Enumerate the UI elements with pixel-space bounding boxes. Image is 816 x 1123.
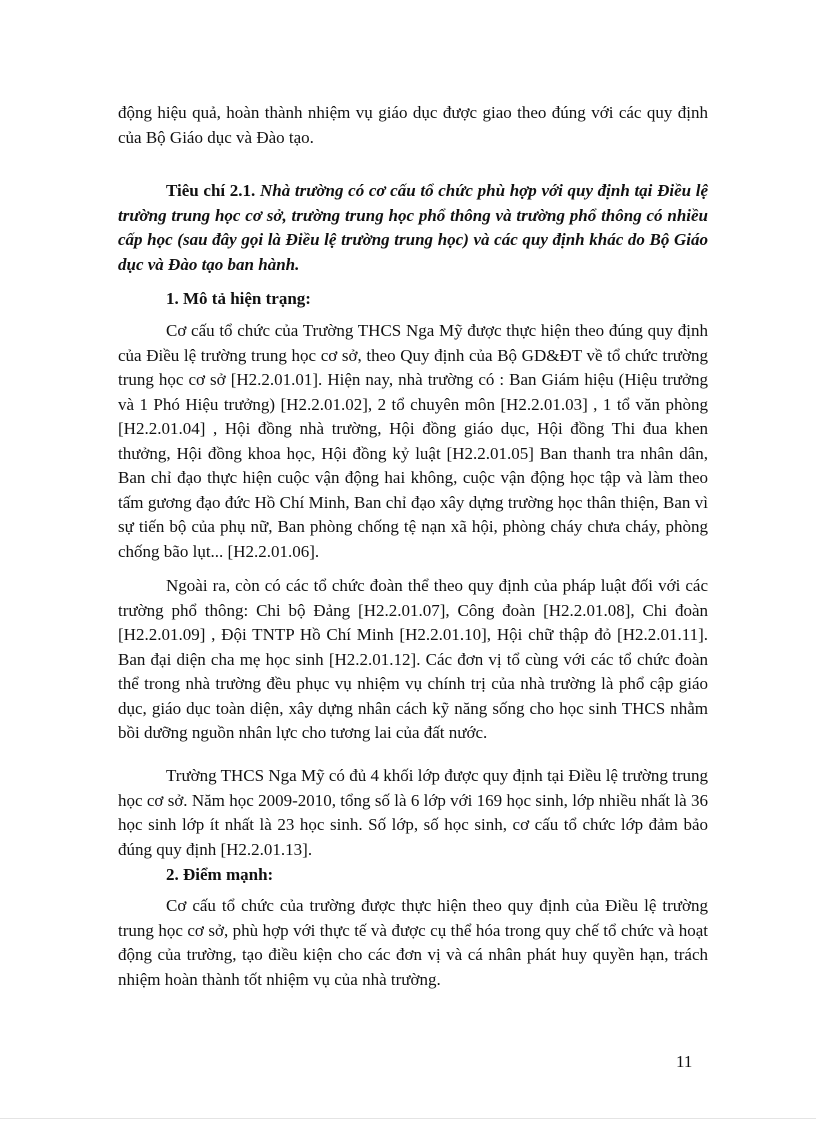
criterion-statement <box>118 179 708 277</box>
section1-paragraph-2-block <box>118 574 708 746</box>
intro-paragraph-block <box>118 101 708 150</box>
section1-paragraph: Trường THCS Nga Mỹ có đủ 4 khối lớp được quy định tại Điều lệ trường trung học cơ sở. Năm học 2009-2010, tổng số là 6 lớp với 169 học sinh, lớp nhiều nhất là 36 học sinh lớp ít nhất là 23 học sinh. Số lớp, số học sinh, cơ cấu tổ chức lớp đảm bảo đúng quy định [H2.2.01.13]. <box>118 766 708 859</box>
page-bottom-edge <box>0 1118 816 1119</box>
criterion-label: Tiêu chí 2.1. <box>166 181 256 200</box>
section1-heading-block <box>118 287 708 312</box>
section2-paragraph: Cơ cấu tổ chức của trường được thực hiện theo quy định của Điều lệ trường trung học cơ sở, phù hợp với thực tế và được cụ thể hóa trong quy chế tổ chức và hoạt động của trường, tạo điều kiện cho các đơn vị và cá nhân phát huy quyền hạn, trách nhiệm hoàn thành tốt nhiệm vụ của nhà trường. <box>118 896 708 989</box>
section1-paragraph: Cơ cấu tổ chức của Trường THCS Nga Mỹ được thực hiện theo đúng quy định của Điều lệ trường trung học cơ sở, theo Quy định của Bộ GD&ĐT về tổ chức trường trung học cơ sở [H2.2.01.01]. Hiện nay, nhà trường có : Ban Giám hiệu (Hiệu trưởng và 1 Phó Hiệu trưởng) [H2.2.01.02], 2 tổ chuyên môn [H2.2.01.03] , 1 tổ văn phòng [H2.2.01.04] , Hội đồng nhà trường, Hội đồng giáo dục, Hội đồng Thi đua khen thưởng, Hội đồng khoa học, Hội đồng kỷ luật [H2.2.01.05] Ban thanh tra nhân dân, Ban chỉ đạo thực hiện cuộc vận động hai không, cuộc vận động học tập và làm theo tấm gương đạo đức Hồ Chí Minh, Ban chỉ đạo xây dựng trường học thân thiện, Ban vì sự tiến bộ của phụ nữ, Ban phòng chống tệ nạn xã hội, phòng cháy chưa cháy, phòng chống bão lụt... [H2.2.01.06]. <box>118 321 708 561</box>
criterion-text: Nhà trường có cơ cấu tổ chức phù hợp với quy định tại Điều lệ trường trung học cơ sở, trường trung học phổ thông và trường phổ thông có nhiều cấp học (sau đây gọi là Điều lệ trường trung học) và các quy định khác do Bộ Giáo dục và Đào tạo ban hành. <box>118 181 708 274</box>
section1-paragraph: Ngoài ra, còn có các tổ chức đoàn thể theo quy định của pháp luật đối với các trường phổ thông: Chi bộ Đảng [H2.2.01.07], Công đoàn [H2.2.01.08], Chi đoàn [H2.2.01.09] , Đội TNTP Hồ Chí Minh [H2.2.01.10], Hội chữ thập đỏ [H2.2.01.11]. Ban đại diện cha mẹ học sinh [H2.2.01.12]. Các đơn vị tổ cùng với các tổ chức đoàn thể trong nhà trường đều phục vụ nhiệm vụ chính trị của nhà trường là phổ cập giáo dục, giáo dục toàn diện, xây dựng nhân cách kỹ năng sống cho học sinh THCS nhằm bồi dưỡng nguồn nhân lực cho tương lai của đất nước. <box>118 576 708 742</box>
section1-heading: 1. Mô tả hiện trạng: <box>166 289 311 308</box>
page-number: 11 <box>676 1052 693 1071</box>
section1-paragraph-3-block <box>118 764 708 862</box>
section2-heading: 2. Điểm mạnh: <box>166 865 274 884</box>
section2-heading-block <box>118 863 708 888</box>
criterion-block <box>118 179 708 277</box>
intro-paragraph: động hiệu quả, hoàn thành nhiệm vụ giáo dục được giao theo đúng với các quy định của Bộ Giáo dục và Đào tạo. <box>118 103 708 147</box>
section2-paragraph-block <box>118 894 708 992</box>
section1-paragraph-1-block <box>118 319 708 564</box>
